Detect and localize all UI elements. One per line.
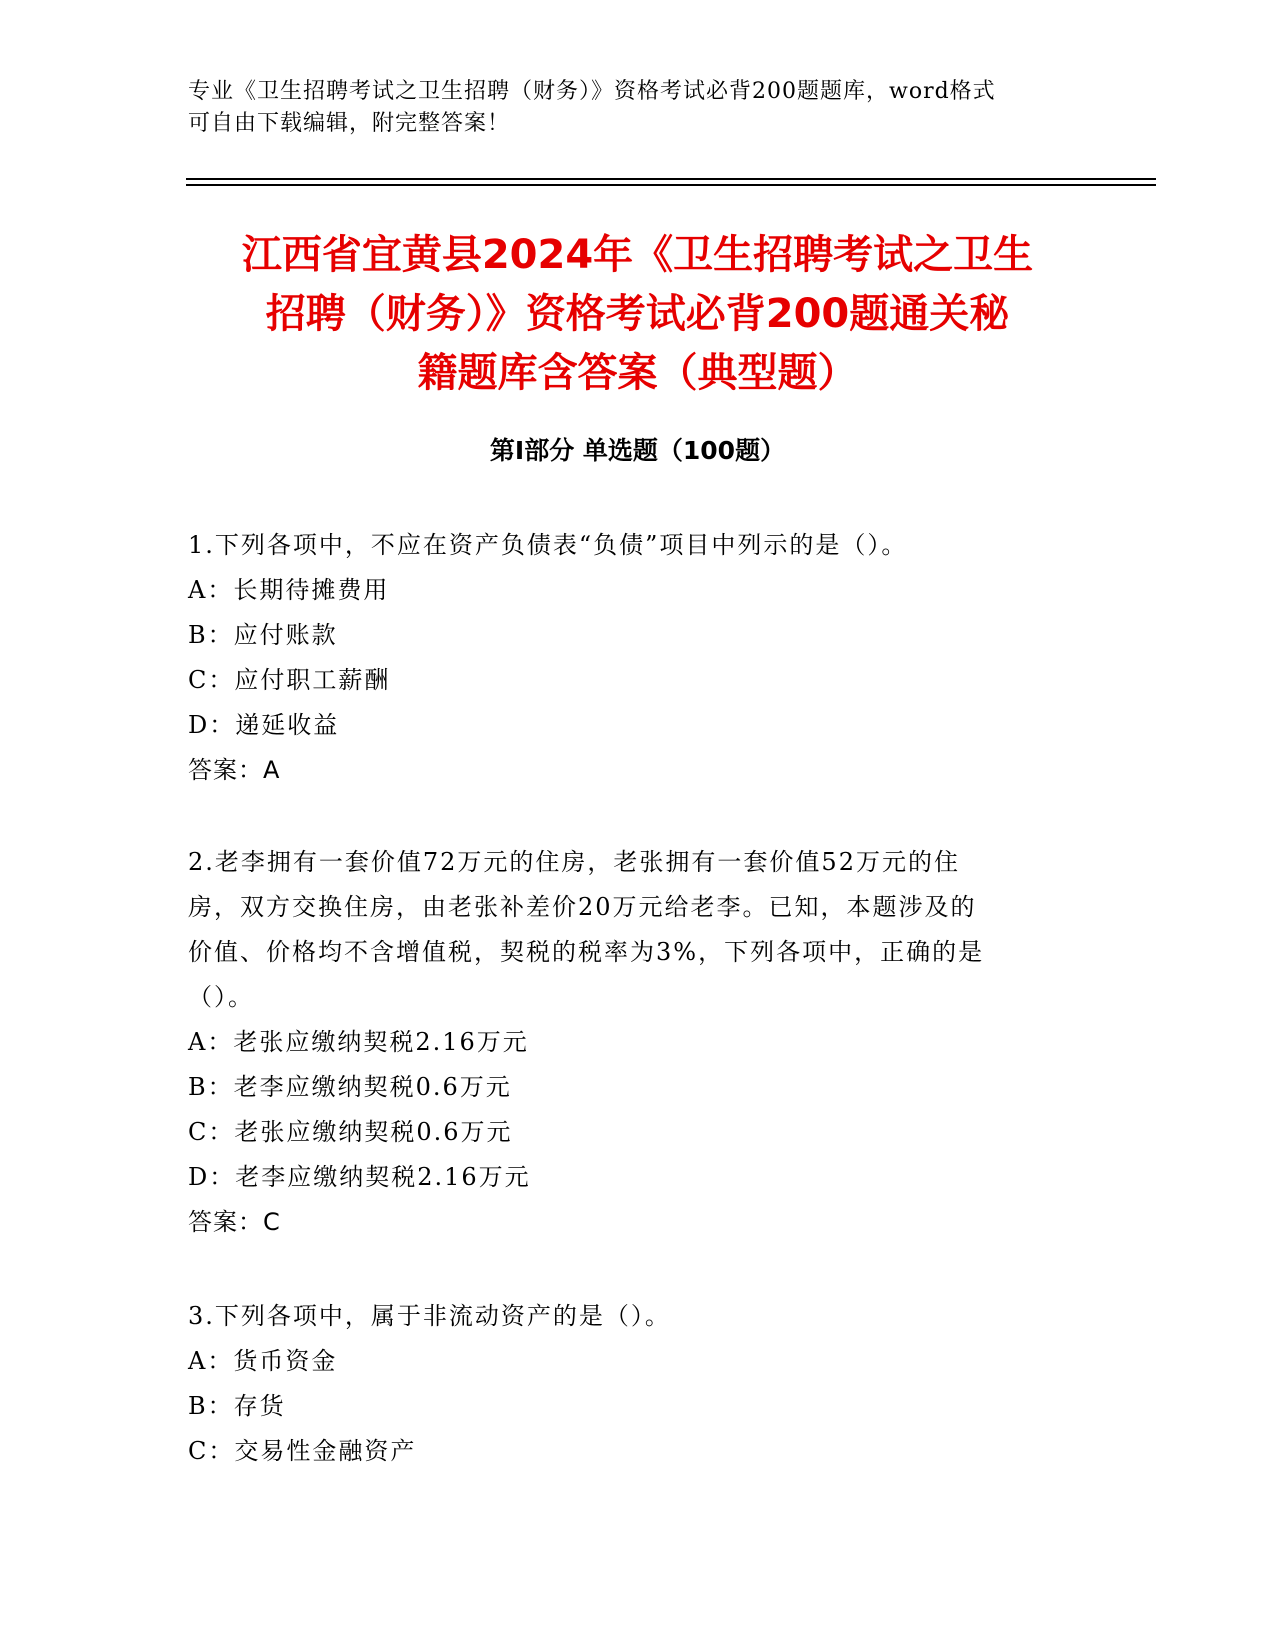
option-b: B：老李应缴纳契税0.6万元 [188, 1073, 512, 1101]
question-stem [188, 840, 1088, 1020]
stem-line: （）。 [188, 983, 254, 1011]
stem-line: 价值、价格均不含增值税，契税的税率为3%，下列各项中，正确的是 [188, 938, 985, 966]
option-a: A：货币资金 [188, 1347, 338, 1375]
intro-text [188, 76, 1088, 140]
question-2 [188, 840, 1088, 1245]
question-1 [188, 523, 1088, 793]
answer-text: 答案：C [188, 1208, 281, 1236]
option-d: D：老李应缴纳契税2.16万元 [188, 1163, 531, 1191]
header-rule-bottom [186, 184, 1156, 186]
option-d: D：递延收益 [188, 711, 340, 739]
intro-line-1: 专业《卫生招聘考试之卫生招聘（财务）》资格考试必背200题题库，word格式 [188, 79, 996, 104]
stem-line: 3.下列各项中，属于非流动资产的是（）。 [188, 1302, 671, 1330]
title-line-1: 江西省宜黄县2024年《卫生招聘考试之卫生 [241, 232, 1034, 278]
question-3 [188, 1294, 1088, 1474]
title-line-3: 籍题库含答案（典型题） [417, 350, 858, 396]
option-a: A：长期待摊费用 [188, 576, 390, 604]
option-a: A：老张应缴纳契税2.16万元 [188, 1028, 529, 1056]
stem-line: 1.下列各项中，不应在资产负债表“负债”项目中列示的是（）。 [188, 531, 908, 559]
option-c: C：交易性金融资产 [188, 1437, 417, 1465]
option-c: C：应付职工薪酬 [188, 666, 391, 694]
option-b: B：存货 [188, 1392, 286, 1420]
intro-line-2: 可自由下载编辑，附完整答案！ [188, 111, 511, 136]
stem-line: 2.老李拥有一套价值72万元的住房，老张拥有一套价值52万元的住 [188, 848, 960, 876]
header-rule-top [186, 178, 1156, 180]
title-line-2: 招聘（财务）》资格考试必背200题通关秘 [265, 291, 1010, 337]
question-stem [188, 1294, 1088, 1339]
document-title [160, 226, 1115, 403]
option-b: B：应付账款 [188, 621, 338, 649]
stem-line: 房，双方交换住房，由老张补差价20万元给老李。已知，本题涉及的 [188, 893, 977, 921]
section-heading: 第Ⅰ部分 单选题（100题） [489, 436, 786, 465]
answer-text: 答案：A [188, 756, 281, 784]
option-c: C：老张应缴纳契税0.6万元 [188, 1118, 513, 1146]
question-stem [188, 523, 1088, 568]
